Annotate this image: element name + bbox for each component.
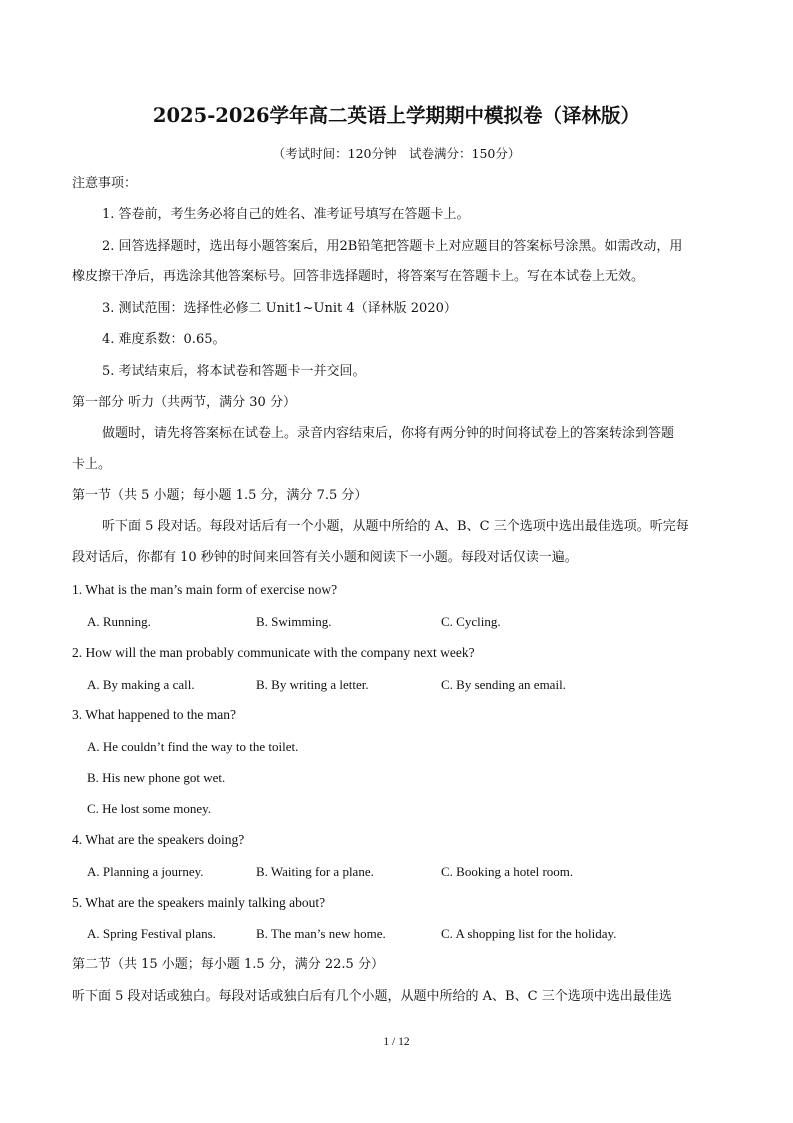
note-item-4: 4. 难度系数：0.65。 — [102, 332, 226, 347]
section1-instruction: 听下面 5 段对话。每段对话后有一个小题，从题中所给的 A、B、C 三个选项中选出最佳选项。听完每 — [102, 519, 689, 534]
question-2: 2. How will the man probably communicate with the company next week? — [72, 645, 475, 660]
q3-option-a: A. He couldn’t find the way to the toilet. — [87, 739, 299, 754]
q3-option-b: B. His new phone got wet. — [87, 770, 226, 785]
q5-option-b: B. The man’s new home. — [256, 926, 386, 941]
note-item-2: 2. 回答选择题时，选出每小题答案后，用2B铅笔把答题卡上对应题目的答案标号涂黑。如需改动，用 — [102, 239, 683, 254]
section1-instruction-cont: 段对话后，你都有 10 秒钟的时间来回答有关小题和阅读下一小题。每段对话仅读一遍。 — [72, 550, 578, 565]
note-item-2-cont: 橡皮擦干净后，再选涂其他答案标号。回答非选择题时，将答案写在答题卡上。写在本试卷上无效。 — [72, 269, 645, 284]
page-number: 1 / 12 — [383, 1036, 410, 1048]
note-item-5: 5. 考试结束后，将本试卷和答题卡一并交回。 — [102, 364, 366, 379]
q2-option-c: C. By sending an email. — [441, 677, 566, 692]
notes-heading: 注意事项： — [72, 176, 138, 191]
page-title: 2025-2026学年高二英语上学期期中模拟卷（译林版） — [152, 104, 641, 127]
question-1: 1. What is the man’s main form of exercise now? — [72, 582, 338, 597]
note-item-1: 1. 答卷前，考生务必将自己的姓名、准考证号填写在答题卡上。 — [102, 207, 470, 222]
part1-instruction-cont: 卡上。 — [72, 457, 112, 472]
question-5: 5. What are the speakers mainly talking about? — [72, 895, 326, 910]
section2-instruction: 听下面 5 段对话或独白。每段对话或独白后有几个小题，从题中所给的 A、B、C 三个选项中选出最佳选 — [72, 989, 672, 1004]
q2-option-b: B. By writing a letter. — [256, 677, 369, 692]
note-item-3: 3. 测试范围：选择性必修二 Unit1~Unit 4（译林版 2020） — [102, 301, 457, 316]
section1-heading: 第一节（共 5 小题；每小题 1.5 分，满分 7.5 分） — [72, 488, 368, 503]
q3-option-c: C. He lost some money. — [87, 801, 212, 816]
exam-info: （考试时间：120分钟 试卷满分：150分） — [272, 146, 521, 161]
question-4: 4. What are the speakers doing? — [72, 832, 245, 847]
question-3: 3. What happened to the man? — [72, 707, 236, 722]
section2-heading: 第二节（共 15 小题；每小题 1.5 分，满分 22.5 分） — [72, 957, 384, 972]
part1-instruction: 做题时，请先将答案标在试卷上。录音内容结束后，你将有两分钟的时间将试卷上的答案转涂到答题 — [102, 426, 675, 441]
part1-heading: 第一部分 听力（共两节，满分 30 分） — [72, 395, 296, 410]
q1-option-a: A. Running. — [87, 614, 151, 629]
q4-option-b: B. Waiting for a plane. — [256, 864, 374, 879]
q5-option-c: C. A shopping list for the holiday. — [441, 926, 617, 941]
q4-option-a: A. Planning a journey. — [87, 864, 204, 879]
q1-option-b: B. Swimming. — [256, 614, 332, 629]
q2-option-a: A. By making a call. — [87, 677, 195, 692]
q4-option-c: C. Booking a hotel room. — [441, 864, 574, 879]
q1-option-c: C. Cycling. — [441, 614, 501, 629]
q5-option-a: A. Spring Festival plans. — [87, 926, 216, 941]
